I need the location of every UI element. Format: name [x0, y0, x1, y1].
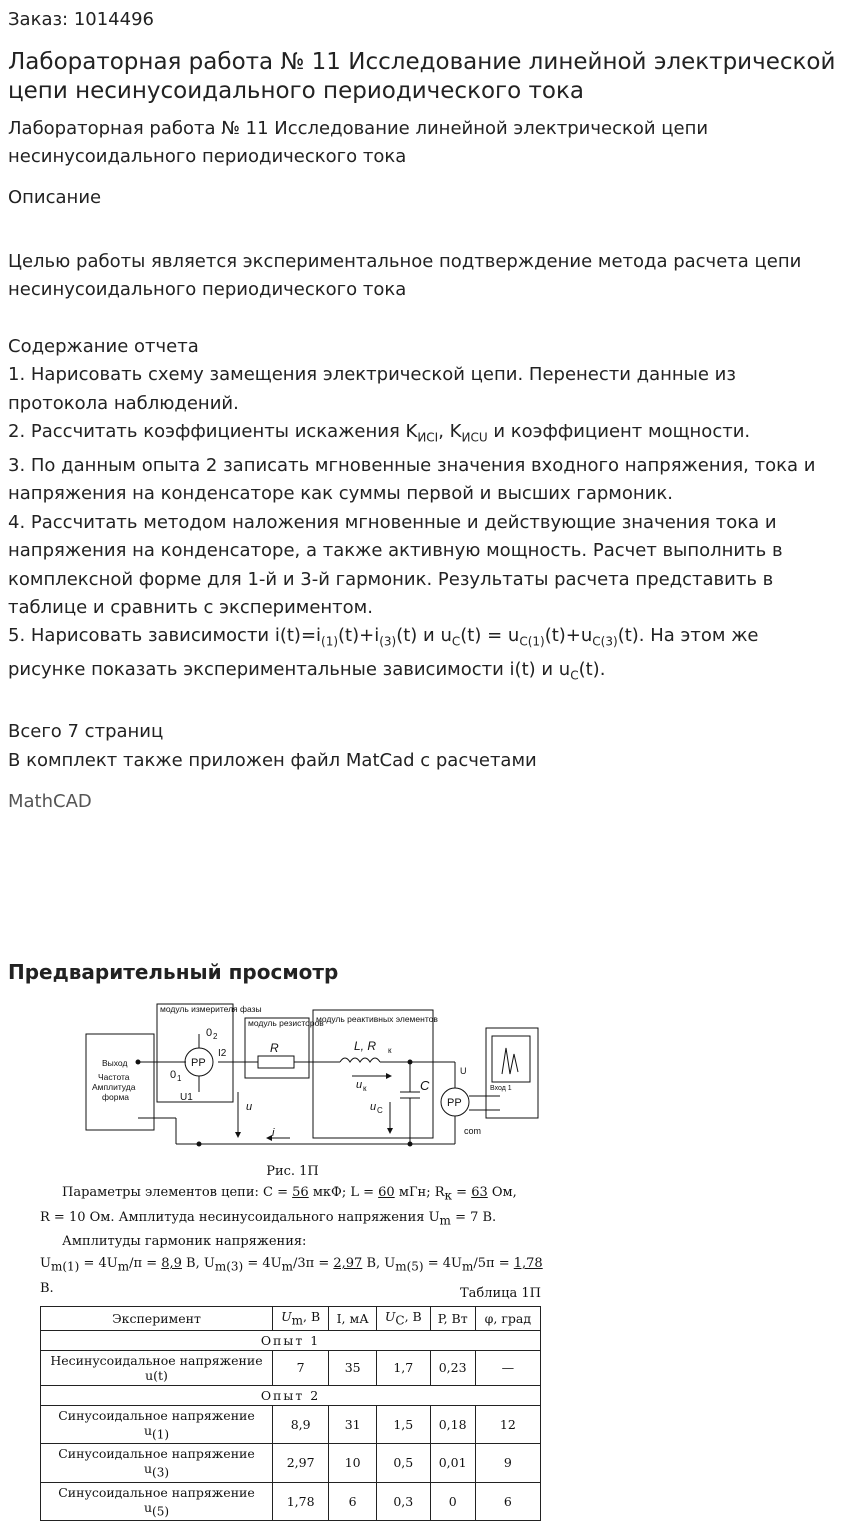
oscilloscope-wave — [502, 1048, 518, 1074]
figure-caption: Рис. 1П — [266, 1164, 319, 1179]
reactive-module-box — [313, 1010, 433, 1138]
page-subtitle: Лабораторная работа № 11 Исследование линейной электрической цепи несинусоидального периодического тока — [8, 118, 709, 167]
l-label: L, R — [354, 1039, 377, 1053]
table-row: Синусоидальное напряжение $u_{(1)}$ 8,9 31 1,5 0,18 12 — [41, 1405, 541, 1444]
svg-text:к: к — [388, 1046, 392, 1055]
table-title: Таблица 1П — [459, 1286, 541, 1301]
gen-frequency-label: Частота — [98, 1072, 130, 1082]
resistor-module-label: модуль резисторов — [248, 1018, 324, 1028]
table-header-row: Эксперимент $U_m$, В I, мА $U_C$, В P, Вт φ, град — [41, 1307, 541, 1331]
report-item-4: 4. Рассчитать методом наложения мгновенные и действующие значения тока и напряжения на конденсаторе, а также активную мощность. Расчет выполнить в комплексной форме для 1-й и 3-й гармоник. Результаты расчета представить в таблице и сравнить с экспериментом. — [8, 511, 783, 619]
description-heading: Описание — [8, 187, 102, 208]
resistor-r — [258, 1056, 294, 1068]
pp2-label: PP — [447, 1097, 462, 1109]
description-body — [8, 248, 838, 775]
o1-label: 0 — [170, 1069, 177, 1081]
u-terminal-label: U — [460, 1066, 467, 1076]
com-terminal-label: com — [464, 1126, 482, 1136]
i-arrow-label: i — [272, 1127, 275, 1139]
c-label: C — [420, 1078, 430, 1093]
goal-text: Целью работы является экспериментальное подтверждение метода расчета цепи несинусоидального периодического тока — [8, 251, 802, 301]
o2-label: 0 — [206, 1027, 213, 1039]
table-row: Синусоидальное напряжение $u_{(5)}$ 1,78 6 0,3 0 6 — [41, 1482, 541, 1521]
group-row-1: Опыт 1 — [41, 1330, 541, 1350]
pages-count: Всего 7 страниц — [8, 721, 164, 743]
phase-module-label: модуль измерителя фазы — [160, 1004, 262, 1014]
report-item-1: 1. Нарисовать схему замещения электрической цепи. Перенести данные из протокола наблюдений. — [8, 364, 736, 414]
svg-text:2: 2 — [213, 1032, 218, 1041]
inductor-l — [340, 1058, 380, 1062]
page-title: Лабораторная работа № 11 Исследование линейной электрической цепи несинусоидального периодического тока — [8, 49, 836, 104]
table-row: Несинусоидальное напряжение u(t) 7 35 1,7 0,23 — — [41, 1350, 541, 1385]
attached-note: В комплект также приложен файл MatCad с расчетами — [8, 749, 537, 771]
report-item-2: 2. Рассчитать коэффициенты искажения $K_{ИСI}$, $K_{ИСU}$ и коэффициент мощности. — [8, 421, 751, 445]
uk-label: u — [356, 1079, 363, 1091]
u-arrow-label: u — [246, 1101, 253, 1113]
order-number: Заказ: 1014496 — [8, 9, 154, 30]
oscilloscope-screen — [492, 1036, 530, 1082]
results-table — [40, 1306, 541, 1521]
software-tag: MathCAD — [8, 791, 92, 812]
circuit-parameters: Параметры элементов цепи: C = 56 мкФ; L = 60 мГн; $R_к = 63$ Ом, R = 10 Ом. Амплитуда несинусоидального напряжения $U_m = 7$ В. Амплитуды гармоник напряжения: $U_{m(1)} = 4U_m/\pi = 8,9$ В, $U_{m(3)} = 4U_m/3\pi = 2,97$ В, $U_{m(5)} = 4U_m/5\pi = 1,78$ В. — [40, 1185, 543, 1296]
report-item-5: 5. Нарисовать зависимости $i(t)=i_{(1)}(t)+i_{(3)}(t)$ и $u_C(t) = u_{C(1)}(t)+u_{C(3)}(t)$. На этом же рисунке показать экспериментальные зависимости i(t) и $u_C(t)$. — [8, 625, 759, 684]
preview-image — [40, 992, 545, 1518]
report-heading: Содержание отчета — [8, 335, 199, 357]
uc-label: u — [370, 1101, 377, 1113]
preview-heading: Предварительный просмотр — [8, 960, 339, 984]
group-row-2: Опыт 2 — [41, 1385, 541, 1405]
r-label: R — [270, 1041, 279, 1055]
circuit-diagram — [40, 992, 545, 1162]
pp1-label: PP — [191, 1057, 206, 1069]
u1-label: U1 — [180, 1092, 193, 1103]
report-item-3: 3. По данным опыта 2 записать мгновенные значения входного напряжения, тока и напряжения на конденсаторе как суммы первой и высших гармоник. — [8, 455, 816, 505]
svg-text:C: C — [377, 1106, 383, 1115]
gen-amplitude-label: Амплитуда — [92, 1082, 136, 1092]
input-label: Вход 1 — [490, 1085, 512, 1092]
i2-label: I2 — [218, 1048, 227, 1059]
gen-form-label: форма — [102, 1092, 130, 1102]
reactive-module-label: модуль реактивных элементов — [316, 1014, 438, 1024]
svg-text:к: к — [363, 1084, 367, 1093]
table-row: Синусоидальное напряжение $u_{(3)}$ 2,97 10 0,5 0,01 9 — [41, 1444, 541, 1483]
svg-text:1: 1 — [177, 1074, 182, 1083]
gen-output-label: Выход — [102, 1058, 128, 1068]
